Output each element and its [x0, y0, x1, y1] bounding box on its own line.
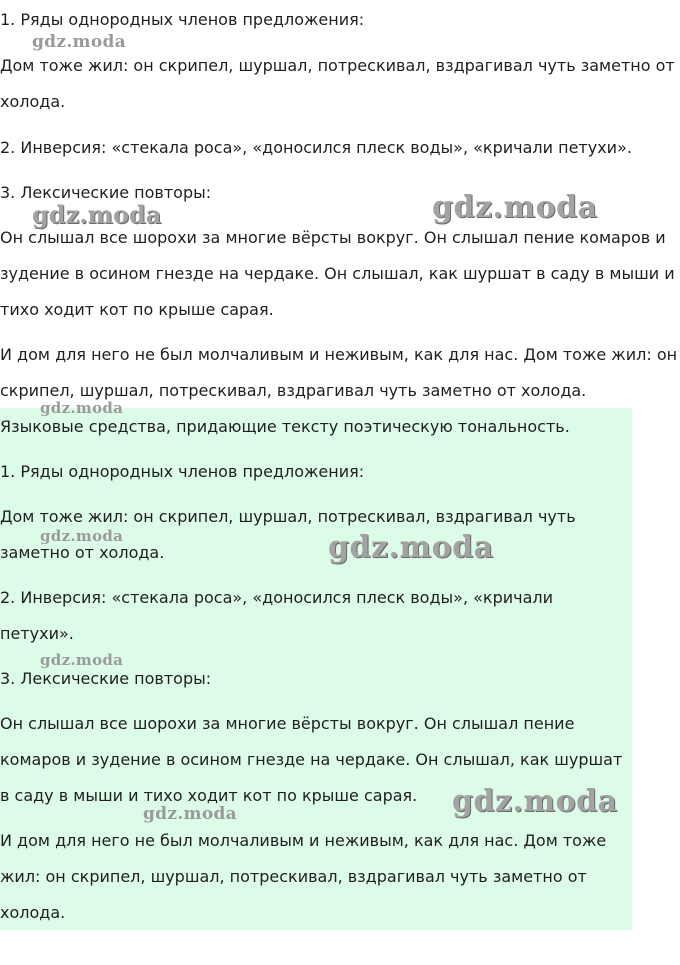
paragraph-line: скрипел, шуршал, потрескивал, вздрагивал чуть заметно от холода.: [0, 381, 587, 400]
paragraph-line: Дом тоже жил: он скрипел, шуршал, потрескивал, вздрагивал чуть заметно от: [0, 56, 675, 75]
paragraph-line: 1. Ряды однородных членов предложения:: [0, 10, 365, 29]
paragraph-line: холода.: [0, 92, 66, 111]
watermark-logo: gdz.moda: [32, 200, 162, 229]
watermark-logo: gdz.moda: [40, 527, 124, 545]
paragraph-line: 3. Лексические повторы:: [0, 669, 212, 688]
paragraph-line: холода.: [0, 903, 66, 922]
paragraph-line: Он слышал все шорохи за многие вёрсты вокруг. Он слышал пение комаров и: [0, 228, 666, 247]
watermark-logo: gdz.moda: [40, 399, 124, 417]
watermark-logo: gdz.moda: [432, 190, 598, 225]
watermark-logo: gdz.moda: [32, 32, 126, 52]
section-heading: Языковые средства, придающие тексту поэтическую тональность.: [0, 417, 570, 436]
paragraph-line: И дом для него не был молчаливым и неживым, как для нас. Дом тоже: [0, 831, 607, 850]
paragraph-line: заметно от холода.: [0, 543, 165, 562]
paragraph-line: в саду в мыши и тихо ходит кот по крыше сарая.: [0, 786, 418, 805]
watermark-logo: gdz.moda: [452, 784, 618, 819]
paragraph-line: И дом для него не был молчаливым и неживым, как для нас. Дом тоже жил: он: [0, 345, 678, 364]
watermark-logo: gdz.moda: [328, 530, 494, 565]
paragraph-line: комаров и зудение в осином гнезде на чердаке. Он слышал, как шуршат: [0, 750, 623, 769]
paragraph-line: 1. Ряды однородных членов предложения:: [0, 462, 365, 481]
paragraph-line: тихо ходит кот по крыше сарая.: [0, 300, 274, 319]
paragraph-line: 2. Инверсия: «стекала роса», «доносился плеск воды», «кричали: [0, 588, 554, 607]
paragraph-line: 2. Инверсия: «стекала роса», «доносился плеск воды», «кричали петухи».: [0, 138, 632, 157]
paragraph-line: зудение в осином гнезде на чердаке. Он слышал, как шуршат в саду в мыши и: [0, 264, 675, 283]
paragraph-line: жил: он скрипел, шуршал, потрескивал, вздрагивал чуть заметно от: [0, 867, 587, 886]
paragraph-line: 3. Лексические повторы:: [0, 183, 212, 202]
watermark-logo: gdz.moda: [143, 804, 237, 824]
paragraph-line: Дом тоже жил: он скрипел, шуршал, потрескивал, вздрагивал чуть: [0, 507, 576, 526]
watermark-logo: gdz.moda: [40, 651, 124, 669]
paragraph-line: петухи».: [0, 624, 74, 643]
paragraph-line: Он слышал все шорохи за многие вёрсты вокруг. Он слышал пение: [0, 714, 575, 733]
